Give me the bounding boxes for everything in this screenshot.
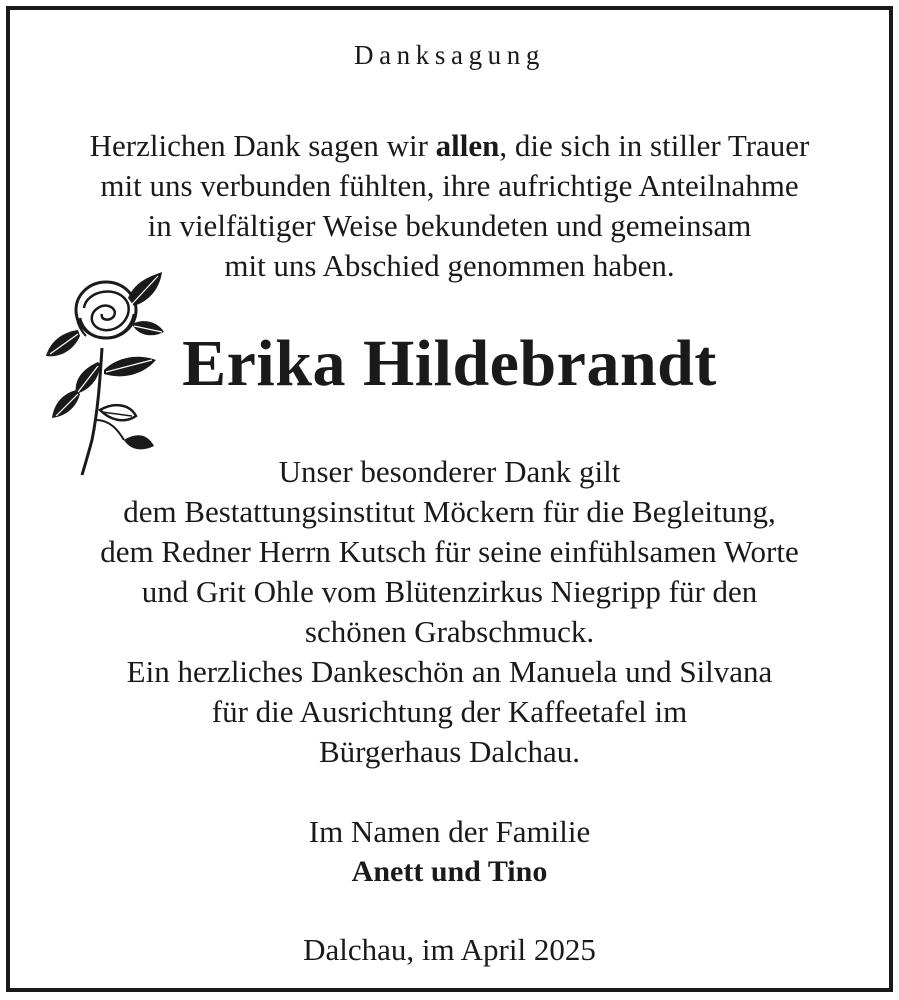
thanks-line: Unser besonderer Dank gilt <box>278 454 621 489</box>
notice-heading: Danksagung <box>354 40 545 70</box>
deceased-name: Erika Hildebrandt <box>182 327 717 400</box>
intro-line-1 <box>10 126 889 166</box>
thanks-line: Bürgerhaus Dalchau. <box>318 734 581 769</box>
place-date: Dalchau, im April 2025 <box>303 932 596 967</box>
notice-frame <box>6 6 893 992</box>
thanks-line: dem Redner Herrn Kutsch für seine einfühlsamen Worte <box>100 534 799 569</box>
thanks-line: dem Bestattungsinstitut Möckern für die Begleitung, <box>123 494 776 529</box>
thanks-line: für die Ausrichtung der Kaffeetafel im <box>211 694 688 729</box>
intro-line-2: mit uns verbunden fühlten, ihre aufrichtige Anteilnahme <box>100 168 799 203</box>
intro-emphasis: allen <box>435 128 500 163</box>
family-label: Im Namen der Familie <box>308 814 591 849</box>
intro-line-3: in vielfältiger Weise bekundeten und gemeinsam <box>147 208 752 243</box>
thanks-text <box>10 452 889 772</box>
intro-text <box>10 126 889 286</box>
intro-line-4: mit uns Abschied genommen haben. <box>224 248 675 283</box>
thanks-line: Ein herzliches Dankeschön an Manuela und Silvana <box>126 654 773 689</box>
intro-line-1-end: , die sich in stiller Trauer <box>499 128 810 163</box>
intro-line-1-start: Herzlichen Dank sagen wir <box>89 128 436 163</box>
thanks-line: schönen Grabschmuck. <box>304 614 595 649</box>
family-names: Anett und Tino <box>351 855 548 888</box>
thanks-line: und Grit Ohle vom Blütenzirkus Niegripp für den <box>141 574 758 609</box>
